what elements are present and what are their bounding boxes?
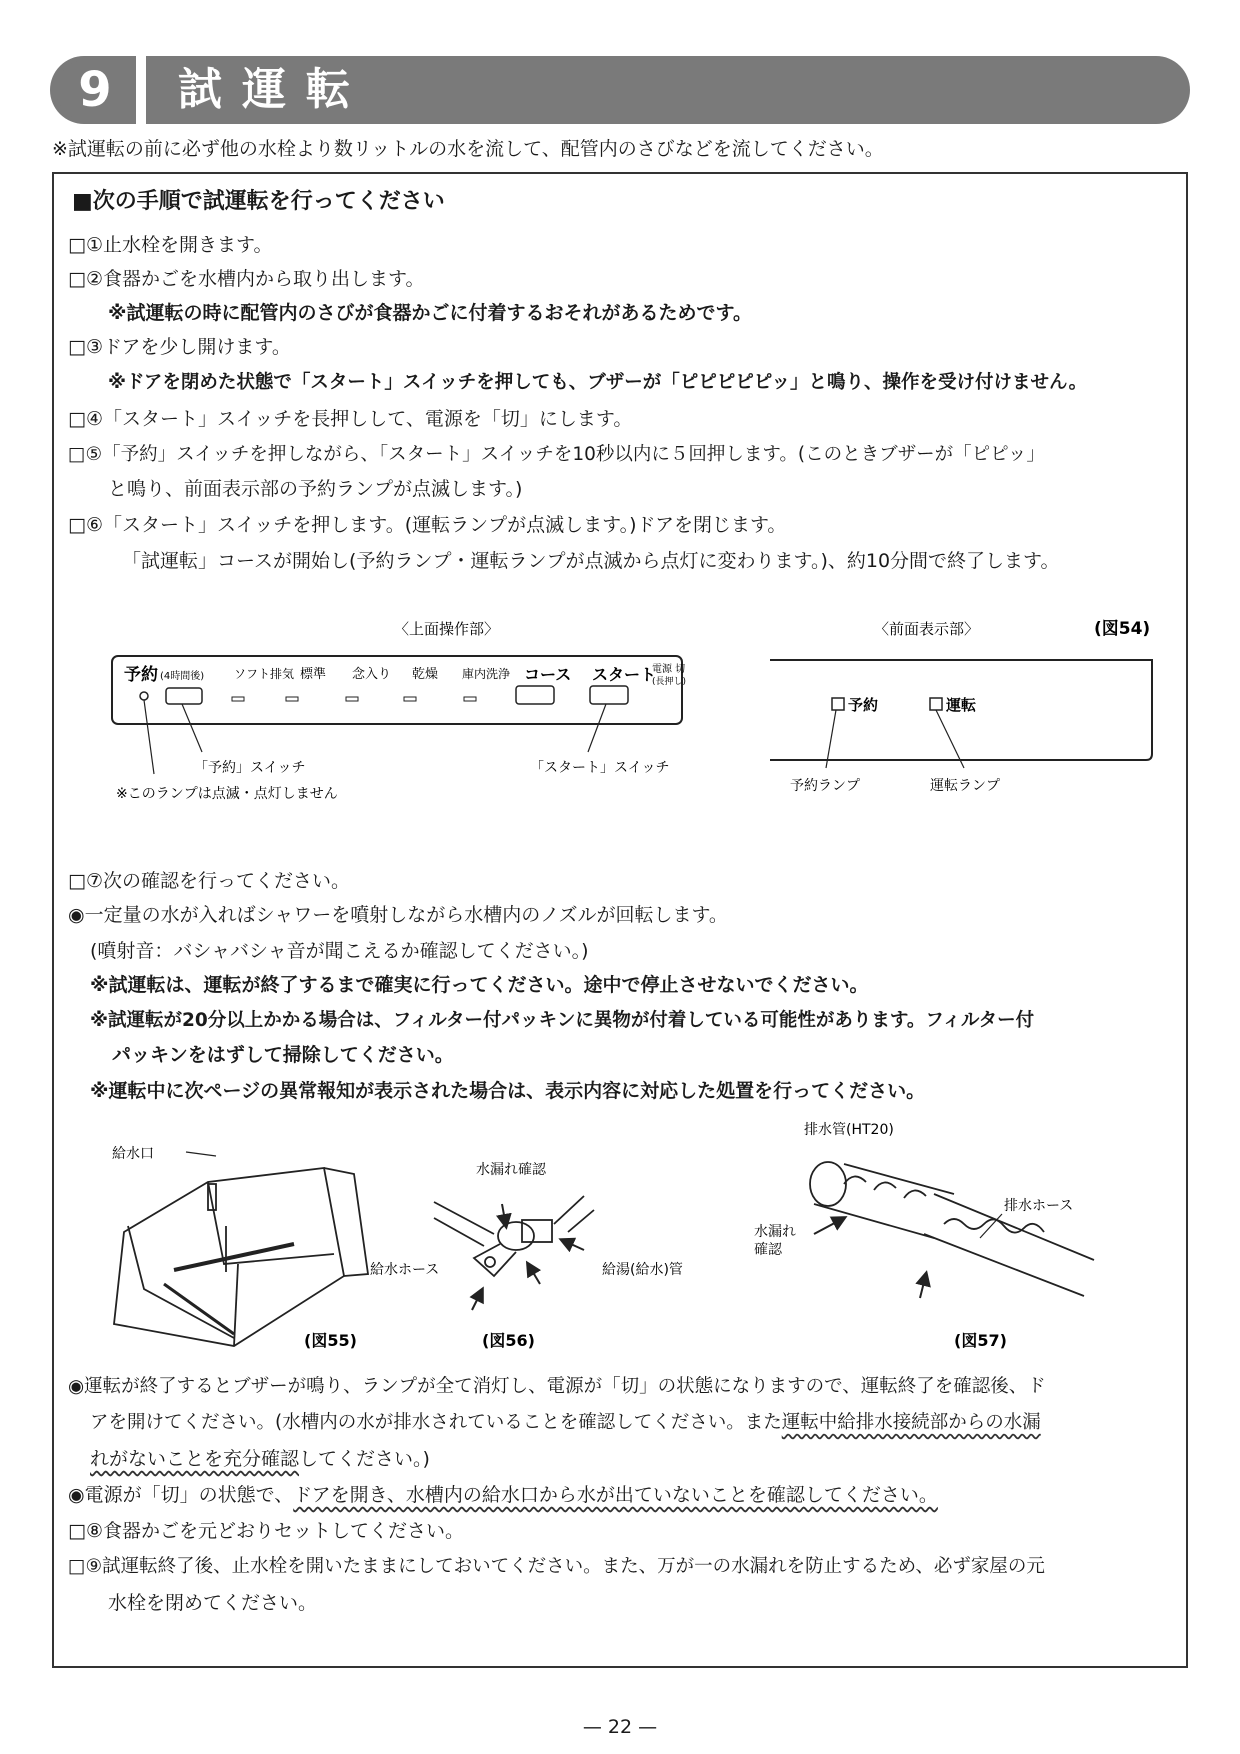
front-panel-label: 〈前面表示部〉 [874,620,980,638]
course-switch [516,686,554,704]
front-yoyaku-lamp [832,698,844,710]
section-number: 9 [56,60,134,120]
fig55-label: (図55) [304,1331,357,1350]
fig56-callout-right: 給湯(給水)管 [602,1262,683,1278]
final-2: アを開けてください。(水槽内の水が排水されていることを確認してください。また運転中給排水接続部からの水漏 [90,1412,1041,1433]
fig57-callout-right: 排水ホース [1004,1198,1074,1214]
front-unten-label: 運転 [946,696,977,714]
header-separator [136,56,146,124]
fig57-drain-illustration [810,1162,1094,1296]
figures-55-57 [54,1114,1186,1354]
final-1: ◉運転が終了するとブザーが鳴り、ランプが全て消灯し、電源が「切」の状態になりますので、運転終了を確認後、ド [68,1376,1046,1397]
page-number: — 22 — [582,1716,658,1738]
lamp-note: ※このランプは点滅・点灯しません [116,786,338,802]
procedure-box [52,172,1188,1668]
fig57-label: (図57) [954,1331,1007,1350]
fig55-callout: 給水口 [112,1146,154,1162]
btn-yoyaku-label: 予約 [124,665,158,685]
step-1: □①止水栓を開きます。 [68,234,273,256]
btn-dry-label: 乾燥 [412,667,439,682]
check-note-2-cont: パッキンをはずして掃除してください。 [112,1044,454,1066]
btn-4h-label: (4時間後) [160,671,205,682]
btn-longpress-label: (長押し) [652,677,687,687]
check-1: ◉一定量の水が入ればシャワーを噴射しながら水槽内のノズルが回転します。 [68,904,728,926]
fig57-callout-top: 排水管(HT20) [804,1122,894,1138]
pre-note: ※試運転の前に必ず他の水栓より数リットルの水を流して、配管内のさびなどを流してください。 [52,138,884,160]
check-note-3: ※運転中に次ページの異常報知が表示された場合は、表示内容に対応した処置を行ってください。 [90,1080,926,1102]
step-5-cont: と鳴り、前面表示部の予約ランプが点滅します。) [108,478,523,500]
step-4: □④「スタート」スイッチを長押しして、電源を「切」にします。 [68,408,633,430]
step-6-cont: 「試運転」コースが開始し(予約ランプ・運転ランプが点滅から点灯に変わります。)、約10分間で終了します。 [122,550,1060,572]
btn-clean-label: 庫内洗浄 [462,667,511,681]
front-yoyaku-label: 予約 [848,696,879,714]
fig56-valve-illustration [434,1196,594,1276]
yoyaku-switch-callout: 「予約」スイッチ [194,760,306,776]
btn-power-label: 電源 切 [652,664,686,675]
step-2: □②食器かごを水槽内から取り出します。 [68,268,425,290]
final-4: ◉電源が「切」の状態で、ドアを開き、水槽内の給水口から水が出ていないことを確認してください。 [68,1484,938,1506]
step-9: □⑨試運転終了後、止水栓を開いたままにしておいてください。また、万が一の水漏れを防止するため、必ず家屋の元 [68,1556,1045,1577]
step-3: □③ドアを少し開けます。 [68,336,291,358]
front-unten-lamp [930,698,942,710]
check-note-2: ※試運転が20分以上かかる場合は、フィルター付パッキンに異物が付着している可能性があります。フィルター付 [90,1010,1035,1031]
btn-soft-label: ソフト排気 [234,667,295,681]
btn-course-label: コース [524,665,572,684]
step-2-note: ※試運転の時に配管内のさびが食器かごに付着するおそれがあるためです。 [108,302,752,324]
step-9-cont: 水栓を閉めてください。 [108,1592,318,1614]
fig56-callout-left: 給水ホース [370,1262,440,1278]
procedure-heading: ■次の手順で試運転を行ってください [72,189,445,214]
fig57-callout-left1: 水漏れ [754,1224,796,1240]
check-1-sub: (噴射音：バシャバシャ音が聞こえるか確認してください。) [90,940,589,962]
check-note-1: ※試運転は、運転が終了するまで確実に行ってください。途中で停止させないでください。 [90,974,869,996]
fig55-dishwasher-illustration [114,1168,368,1346]
step-3-note: ※ドアを閉めた状態で「スタート」スイッチを押しても、ブザーが「ピピピピピッ」と鳴り、操作を受け付けません。 [108,372,1088,393]
clean-lamp [464,697,476,701]
btn-start-label: スタート [592,665,657,684]
step-8: □⑧食器かごを元どおりセットしてください。 [68,1520,464,1542]
yoyaku-lamp-callout: 予約ランプ [790,778,860,794]
step-7: □⑦次の確認を行ってください。 [68,870,350,892]
yoyaku-switch [166,688,202,704]
step-5: □⑤「予約」スイッチを押しながら、「スタート」スイッチを10秒以内に５回押します。(このときブザーが「ピピッ」 [68,444,1045,465]
nenniri-lamp [346,697,358,701]
control-panel-diagram [54,614,1186,834]
standard-lamp [286,697,298,701]
fig54-label: (図54) [1094,619,1151,639]
final-3: れがないことを充分確認してください。) [90,1448,430,1470]
fig56-label: (図56) [482,1331,535,1350]
btn-standard-label: 標準 [300,667,327,682]
fig57-callout-left2: 確認 [754,1242,782,1258]
unten-lamp-callout: 運転ランプ [930,778,1000,794]
start-switch [590,686,628,704]
fig56-callout-top: 水漏れ確認 [476,1162,546,1178]
top-panel-label: 〈上面操作部〉 [394,620,500,638]
step-6: □⑥「スタート」スイッチを押します。(運転ランプが点滅します。)ドアを閉じます。 [68,514,787,536]
page-title: 試運転 [178,64,370,115]
start-switch-callout: 「スタート」スイッチ [530,760,670,776]
soft-lamp [232,697,244,701]
dry-lamp [404,697,416,701]
btn-nenniri-label: 念入り [352,667,392,682]
yoyaku-lamp-top [140,692,148,700]
